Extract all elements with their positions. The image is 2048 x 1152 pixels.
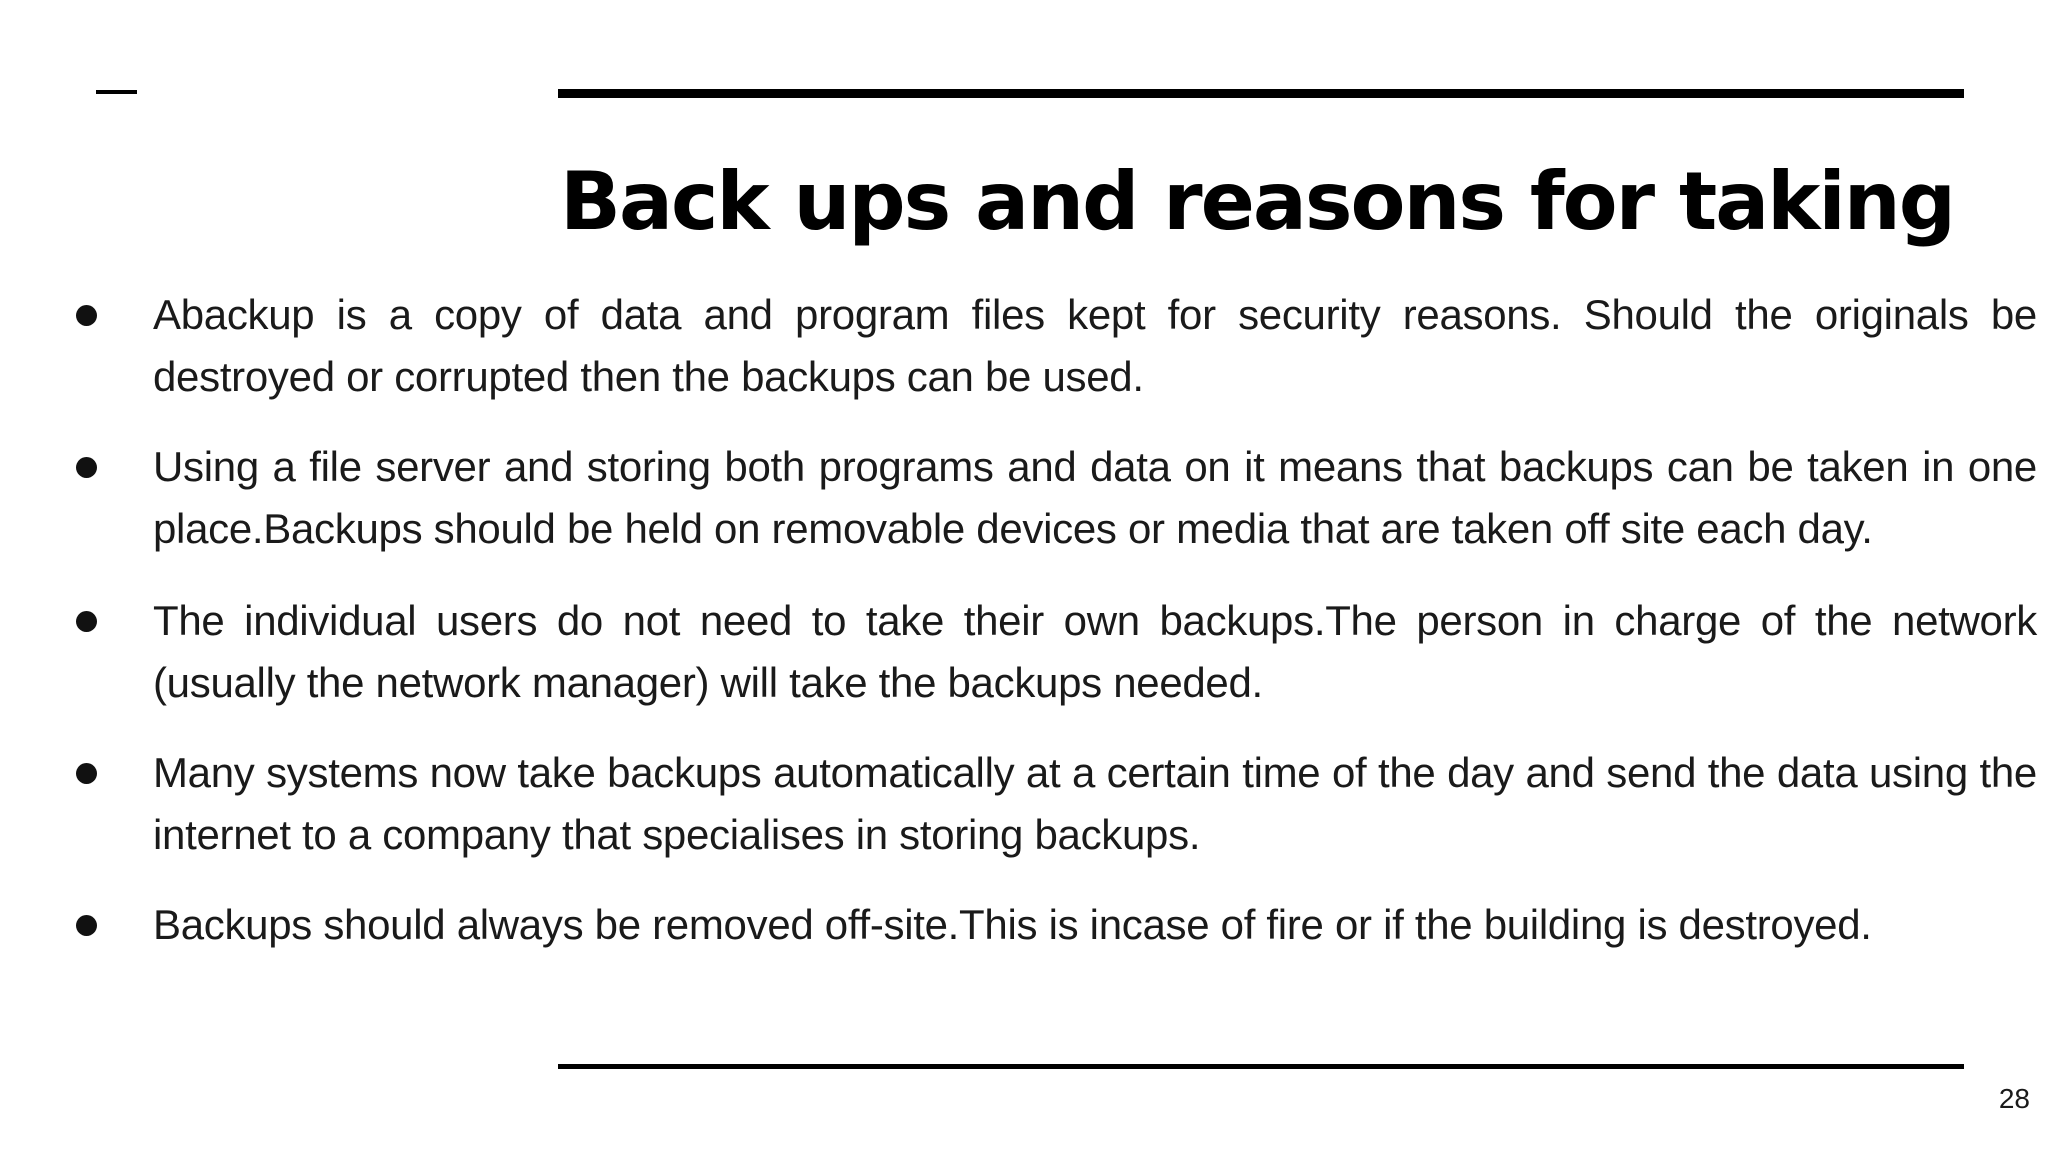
bottom-rule (558, 1064, 1964, 1069)
bullet-text-4: Many systems now take backups automatically at a certain time of the day and send the data using the internet to a company that specialises in storing backups. (153, 749, 2037, 858)
slide-title: Back ups and reasons for taking (560, 155, 1955, 248)
bullet-dot-icon (76, 763, 97, 784)
bullet-item-3 (0, 590, 2048, 714)
bullet-dot-icon (76, 457, 97, 478)
bullet-list (0, 284, 2048, 956)
bullet-item-5 (0, 894, 2048, 956)
bullet-dot-icon (76, 305, 97, 326)
bullet-text-5: Backups should always be removed off-site.This is incase of fire or if the building is destroyed. (153, 901, 1872, 948)
page-number: 28 (1998, 1083, 2030, 1114)
bullet-text-2: Using a file server and storing both programs and data on it means that backups can be taken in one place.Backups should be held on removable devices or media that are taken off site each day. (153, 443, 2037, 552)
bullet-item-4 (0, 742, 2048, 866)
corner-dash-mark (96, 90, 137, 94)
bullet-text-1: Abackup is a copy of data and program files kept for security reasons. Should the originals be destroyed or corrupted then the backups can be used. (153, 291, 2037, 400)
bullet-text-3: The individual users do not need to take their own backups.The person in charge of the network (usually the network manager) will take the backups needed. (153, 597, 2037, 706)
bullet-dot-icon (76, 611, 97, 632)
bullet-item-2 (0, 436, 2048, 560)
bullet-dot-icon (76, 915, 97, 936)
bullet-item-1 (0, 284, 2048, 408)
title-top-rule (558, 89, 1964, 98)
